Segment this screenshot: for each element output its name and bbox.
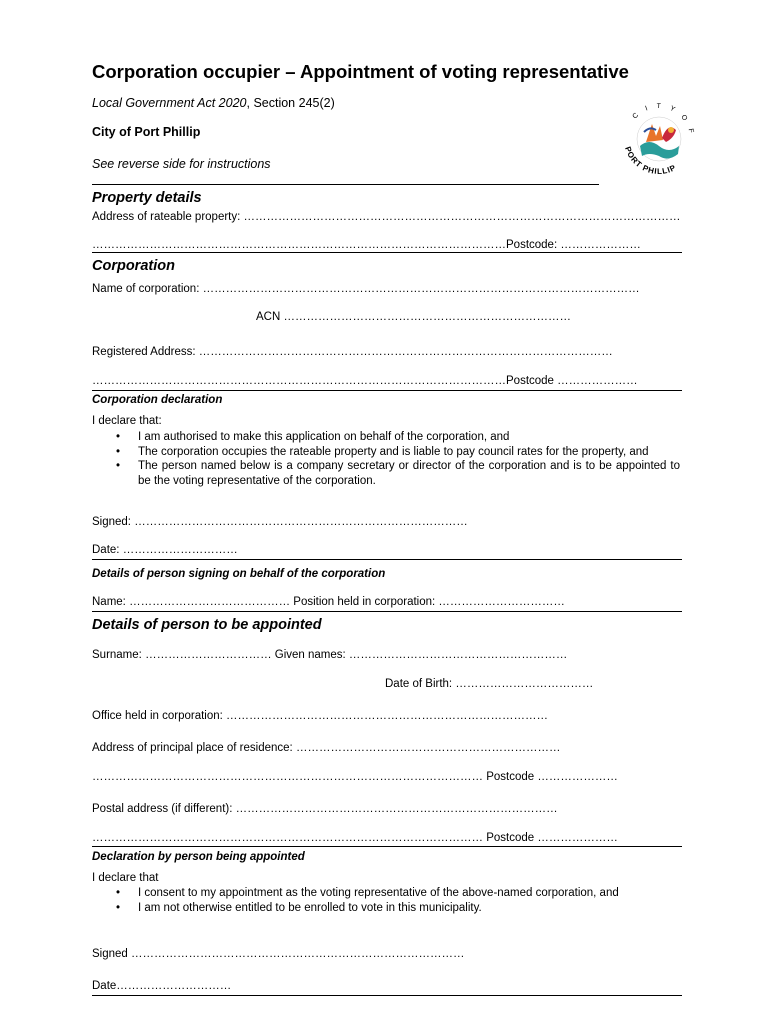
signer-rule	[92, 611, 682, 612]
dob-field[interactable]: ………………………………	[455, 678, 594, 690]
act-name: Local Government Act 2020	[92, 96, 247, 110]
corp-declaration-rule	[92, 559, 682, 560]
property-address-field-2[interactable]: ………………………………………………………………………………………………	[92, 239, 506, 251]
property-address-label: Address of rateable property:	[92, 211, 241, 223]
property-postcode-label: Postcode:	[506, 239, 558, 251]
property-rule	[92, 252, 682, 253]
postal-row-2	[92, 832, 618, 844]
property-address-row-2	[92, 239, 641, 251]
dob-row	[385, 678, 593, 690]
residence-field[interactable]: ……………………………………………………………	[295, 742, 561, 754]
signer-position-label: Position held in corporation:	[293, 596, 436, 608]
postal-label: Postal address (if different):	[92, 803, 233, 815]
residence-postcode-field[interactable]: …………………	[537, 771, 618, 783]
residence-label: Address of principal place of residence:	[92, 742, 293, 754]
corp-date-row	[92, 544, 238, 556]
property-address-field[interactable]: ……………………………………………………………………………………………………	[243, 211, 681, 223]
corp-signed-label: Signed:	[92, 516, 132, 528]
appointee-date-field[interactable]: …………………………	[116, 980, 232, 992]
signer-position-field[interactable]: ……………………………	[438, 596, 565, 608]
corporation-rule	[92, 390, 682, 391]
footer-rule	[92, 995, 682, 996]
registered-address-label: Registered Address:	[92, 346, 196, 358]
svg-text:PORT PHILLIP: PORT PHILLIP	[623, 145, 678, 177]
svg-text:C I T Y O F: C I T Y O F	[631, 102, 696, 138]
port-phillip-logo	[616, 96, 702, 182]
header-rule	[92, 184, 599, 185]
corp-declaration-intro: I declare that:	[92, 415, 162, 427]
corporation-heading: Corporation	[92, 258, 175, 274]
acn-row	[256, 311, 571, 323]
corp-date-field[interactable]: …………………………	[122, 544, 238, 556]
office-row	[92, 710, 548, 722]
corp-declaration-item: • The person named below is a company secretary or director of the corporation and is to be appointed to be the voting representative of the corporation.	[138, 459, 680, 488]
acn-field[interactable]: …………………………………………………………………	[283, 311, 571, 323]
property-address-row	[92, 211, 681, 223]
reverse-note: See reverse side for instructions	[92, 157, 271, 171]
corp-date-label: Date:	[92, 544, 120, 556]
residence-postcode-label: Postcode	[486, 771, 535, 783]
registered-address-row-2	[92, 375, 638, 387]
signer-name-label: Name:	[92, 596, 126, 608]
dob-label: Date of Birth:	[385, 678, 453, 690]
property-heading: Property details	[92, 190, 202, 206]
corporation-name-label: Name of corporation:	[92, 283, 200, 295]
appointee-heading: Details of person to be appointed	[92, 617, 322, 633]
postal-postcode-label: Postcode	[486, 832, 535, 844]
corporation-postcode-label: Postcode	[506, 375, 554, 387]
corp-signature-field[interactable]: ……………………………………………………………………………	[134, 516, 468, 528]
appointee-declaration-heading: Declaration by person being appointed	[92, 851, 305, 863]
given-names-field[interactable]: …………………………………………………	[348, 649, 568, 661]
registered-address-row	[92, 346, 613, 358]
form-title: Corporation occupier – Appointment of voting representative	[92, 61, 629, 82]
residence-row-2	[92, 771, 618, 783]
surname-label: Surname:	[92, 649, 142, 661]
surname-field[interactable]: ……………………………	[145, 649, 272, 661]
appointee-declaration-item: • I consent to my appointment as the voting representative of the above-named corporation, and	[138, 886, 680, 901]
signer-name-field[interactable]: ……………………………………	[129, 596, 291, 608]
corp-declaration-list	[92, 430, 680, 488]
residence-row	[92, 742, 560, 754]
appointee-date-row	[92, 980, 231, 992]
appointee-signed-label: Signed	[92, 948, 128, 960]
registered-address-field-2[interactable]: ………………………………………………………………………………………………	[92, 375, 506, 387]
appointee-declaration-item: • I am not otherwise entitled to be enrolled to vote in this municipality.	[138, 901, 680, 916]
act-section: , Section 245(2)	[246, 96, 335, 110]
postal-field[interactable]: …………………………………………………………………………	[235, 803, 558, 815]
acn-label: ACN	[256, 311, 281, 323]
postal-postcode-field[interactable]: …………………	[537, 832, 618, 844]
signer-row	[92, 596, 565, 608]
council-name: City of Port Phillip	[92, 125, 201, 139]
corp-declaration-item: • The corporation occupies the rateable property and is liable to pay council rates for the property, and	[138, 445, 680, 460]
appointee-rule	[92, 846, 682, 847]
residence-field-2[interactable]: …………………………………………………………………………………………	[92, 771, 483, 783]
corporation-name-field[interactable]: ……………………………………………………………………………………………………	[202, 283, 640, 295]
office-label: Office held in corporation:	[92, 710, 223, 722]
appointee-signature-field[interactable]: ……………………………………………………………………………	[131, 948, 465, 960]
appointee-date-label: Date	[92, 980, 117, 992]
appointee-signed-row	[92, 948, 465, 960]
corp-declaration-heading: Corporation declaration	[92, 394, 223, 406]
form-page	[92, 0, 696, 1024]
appointee-declaration-list	[92, 886, 680, 915]
signer-heading: Details of person signing on behalf of the corporation	[92, 568, 386, 580]
office-field[interactable]: …………………………………………………………………………	[226, 710, 549, 722]
act-reference	[92, 96, 335, 110]
registered-address-field[interactable]: ………………………………………………………………………………………………	[198, 346, 613, 358]
property-postcode-field[interactable]: …………………	[560, 239, 641, 251]
corp-declaration-item: • I am authorised to make this application on behalf of the corporation, and	[138, 430, 680, 445]
corp-signed-row	[92, 516, 468, 528]
corporation-name-row	[92, 283, 640, 295]
given-names-label: Given names:	[274, 649, 346, 661]
appointee-name-row	[92, 649, 567, 661]
postal-field-2[interactable]: …………………………………………………………………………………………	[92, 832, 483, 844]
corporation-postcode-field[interactable]: …………………	[557, 375, 638, 387]
appointee-declaration-intro: I declare that	[92, 872, 159, 884]
postal-row	[92, 803, 558, 815]
